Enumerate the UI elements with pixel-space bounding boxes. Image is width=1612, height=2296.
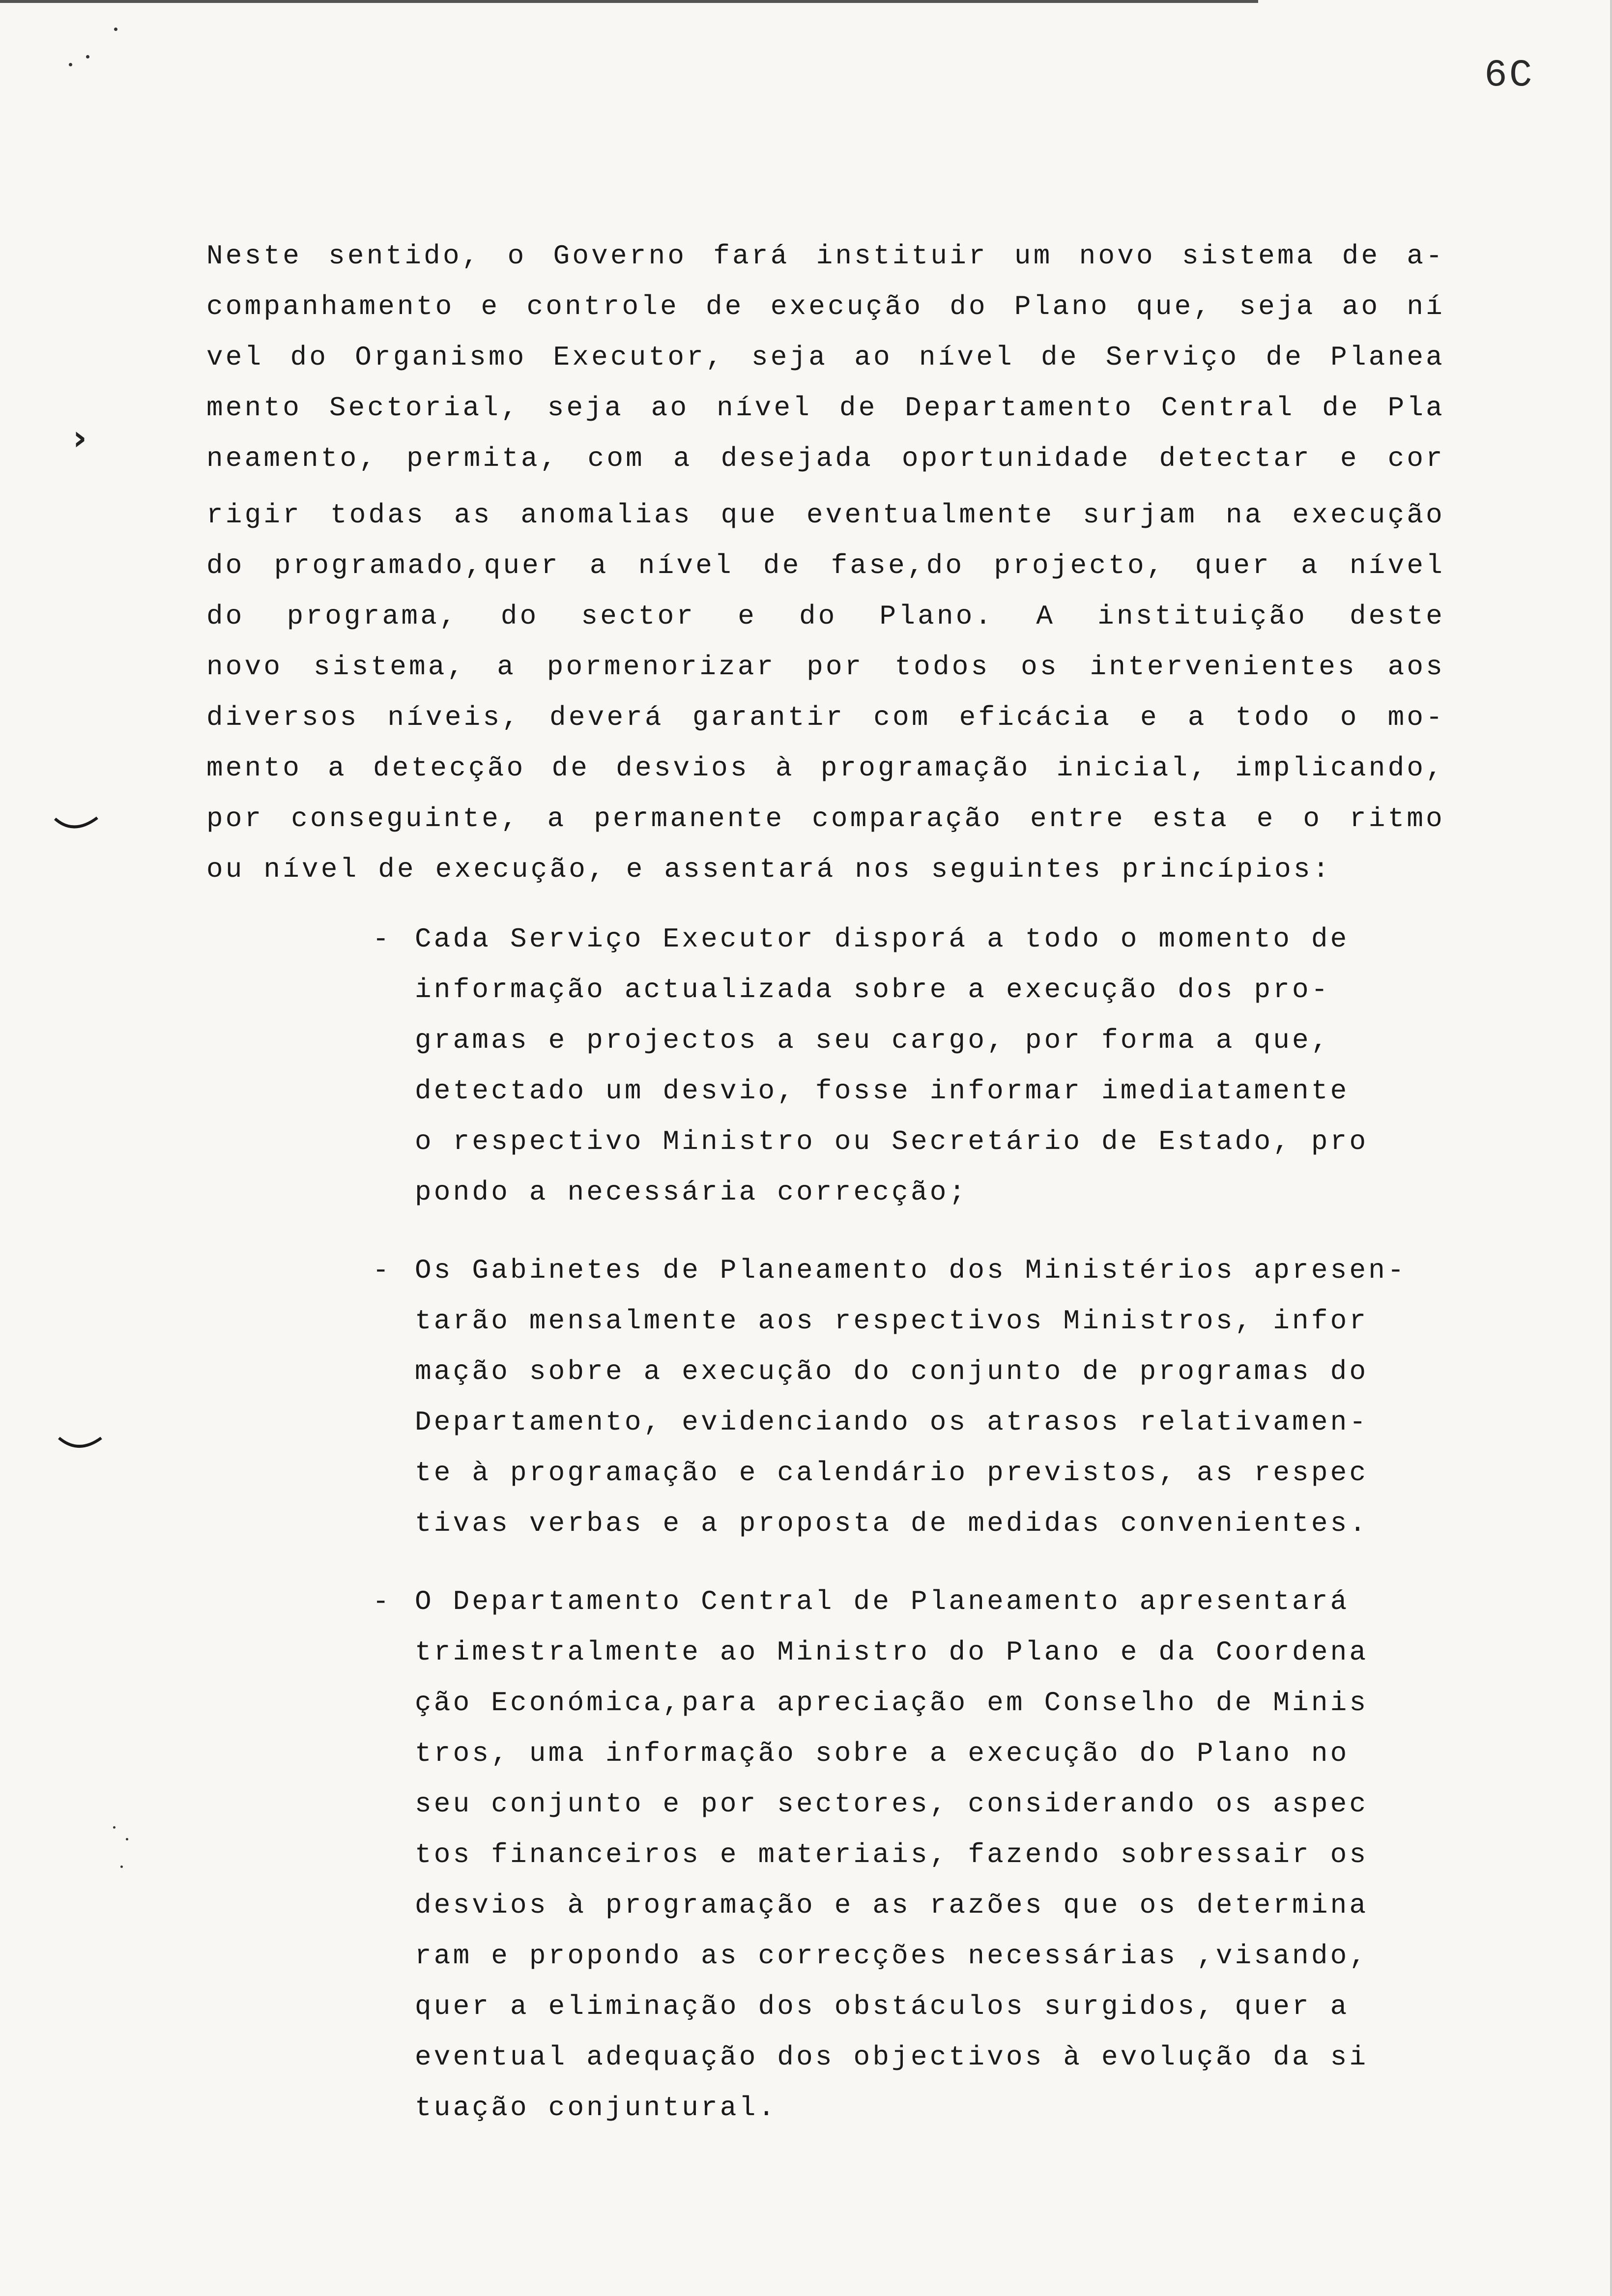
page-number: 6C [1484, 54, 1534, 97]
text-line: tarão mensalmente aos respectivos Ministros, infor [415, 1305, 1369, 1337]
dash-bullet: - [373, 1586, 392, 1617]
list-item [369, 1245, 1450, 1549]
text-line: mento a detecção de desvios à programação inicial, implicando, [206, 752, 1445, 784]
text-line: rigir todas as anomalias que eventualmente surjam na execução [206, 499, 1445, 531]
text-line: do programa, do sector e do Plano. A instituição deste [206, 601, 1445, 632]
text-line: ou nível de execução, e assentará nos seguintes princípios: [206, 854, 1332, 885]
dash-bullet: - [373, 923, 392, 955]
scan-top-edge [0, 0, 1258, 3]
text-line: mento Sectorial, seja ao nível de Departamento Central de Pla [206, 392, 1445, 424]
margin-chevron-icon: › [73, 418, 87, 458]
text-line: por conseguinte, a permanente comparação entre esta e o ritmo [206, 803, 1445, 834]
text-line: detectado um desvio, fosse informar imediatamente [415, 1075, 1350, 1107]
text-line: desvios à programação e as razões que os determina [415, 1890, 1369, 1921]
text-line: tos financeiros e materiais, fazendo sobressair os [415, 1839, 1369, 1870]
text-line: quer a eliminação dos obstáculos surgidos, quer a [415, 1991, 1350, 2022]
text-line: gramas e projectos a seu cargo, por forma a que, [415, 1025, 1330, 1056]
scan-right-edge [1610, 0, 1612, 2296]
text-line: eventual adequação dos objectivos à evolução da si [415, 2041, 1369, 2073]
text-line: ção Económica,para apreciação em Conselho de Minis [415, 1687, 1369, 1719]
text-line: te à programação e calendário previstos, as respec [415, 1457, 1369, 1489]
text-line: o respectivo Ministro ou Secretário de Estado, pro [415, 1126, 1369, 1157]
paragraph-text [206, 231, 1445, 895]
margin-tick-icon [54, 816, 98, 833]
text-line: tuação conjuntural. [415, 2092, 777, 2124]
text-line: companhamento e controle de execução do Plano que, seja ao ní [206, 291, 1445, 322]
scan-speck [69, 63, 72, 66]
margin-tick-icon [58, 1435, 102, 1453]
scan-speck [113, 1826, 115, 1829]
intro-paragraph [206, 231, 1445, 895]
text-line: seu conjunto e por sectores, considerando os aspec [415, 1788, 1369, 1820]
text-line: Cada Serviço Executor disporá a todo o momento de [415, 923, 1350, 955]
text-line: tivas verbas e a proposta de medidas convenientes. [415, 1508, 1369, 1539]
text-line: neamento, permita, com a desejada oportunidade detectar e cor [206, 443, 1445, 474]
text-line: Departamento, evidenciando os atrasos relativamen- [415, 1406, 1369, 1438]
text-line: novo sistema, a pormenorizar por todos os intervenientes aos [206, 651, 1445, 683]
text-line: do programado,quer a nível de fase,do projecto, quer a nível [206, 550, 1445, 581]
principles-list [369, 914, 1450, 2133]
list-item [369, 1577, 1450, 2133]
text-line: mação sobre a execução do conjunto de programas do [415, 1356, 1369, 1387]
text-line: O Departamento Central de Planeamento apresentará [415, 1586, 1350, 1617]
text-line: vel do Organismo Executor, seja ao nível de Serviço de Planea [206, 342, 1445, 373]
scan-speck [86, 55, 89, 58]
list-item [369, 914, 1450, 1218]
scan-speck [126, 1838, 128, 1840]
text-line: Neste sentido, o Governo fará instituir um novo sistema de a- [206, 240, 1445, 272]
scan-speck [114, 28, 117, 31]
text-line: trimestralmente ao Ministro do Plano e da Coordena [415, 1636, 1369, 1668]
text-line: diversos níveis, deverá garantir com eficácia e a todo o mo- [206, 702, 1445, 733]
text-line: Os Gabinetes de Planeamento dos Ministérios apresen- [415, 1255, 1407, 1286]
dash-bullet: - [373, 1255, 392, 1286]
text-line: ram e propondo as correcções necessárias ,visando, [415, 1940, 1369, 1972]
text-line: tros, uma informação sobre a execução do Plano no [415, 1738, 1350, 1769]
text-line: pondo a necessária correcção; [415, 1177, 968, 1208]
text-line: informação actualizada sobre a execução dos pro- [415, 974, 1330, 1005]
scan-speck [120, 1866, 123, 1868]
